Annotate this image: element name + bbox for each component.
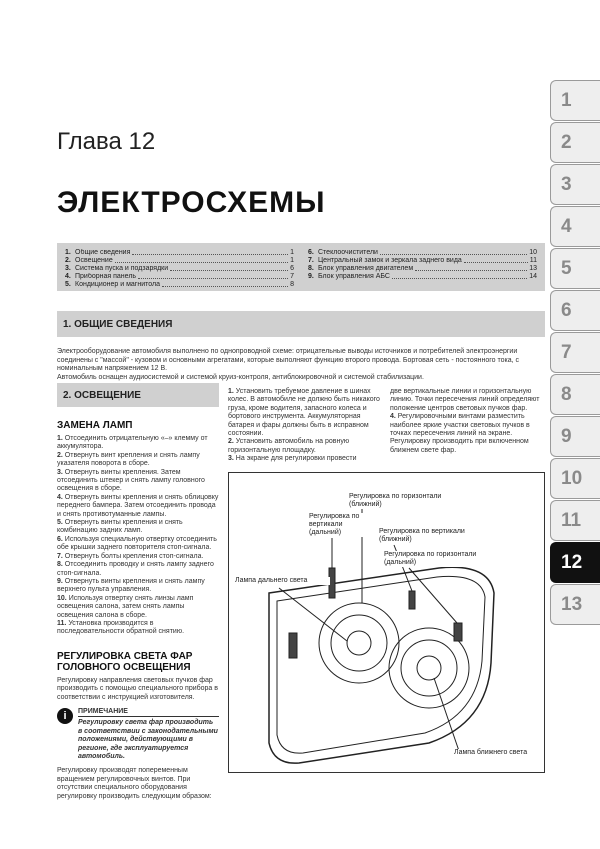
right-paragraph: две вертикальные линии и горизонтальную линию. Точки пересечения линий определяют положение центров световых пучков фар. [390,388,540,412]
chapter-tab-1[interactable]: 1 [550,80,600,121]
right-step-text: Регулировочными винтами разместить наиболее яркие участки световых пучков в точках пересечения линий на экране. Регулировку производить при включенном ближнем свете фар. [390,413,530,454]
toc-item-title: Блок управления двигателем [318,265,414,272]
low-beam-reflector-inner [401,640,457,696]
toc-item-page: 8 [290,281,294,288]
toc-item-number: 3. [65,265,71,272]
step-number: 3. [228,455,234,463]
toc-item-page: 1 [290,249,294,256]
step-number: 2. [57,451,63,459]
chapter-tab-10[interactable]: 10 [550,458,600,499]
chapter-tabs [550,80,600,626]
step-number: 9. [57,577,63,585]
toc-item[interactable] [65,265,294,273]
headlight-figure [228,472,545,773]
toc-item[interactable] [308,265,537,273]
label-low-beam: Лампа ближнего света [454,749,544,757]
toc-item-title: Блок управления АБС [318,273,390,280]
label-horizontal-far: Регулировка по горизонтали (дальний) [384,551,509,567]
step-number: 3. [57,468,63,476]
step-item [228,438,380,455]
section-2-title: 2. ОСВЕЩЕНИЕ [63,389,141,401]
step-text: Используя отвертку снять линзы ламп освещения салона, затем снять лампы освещения салона в сборе. [57,594,194,619]
step-text: Установить требуемое давление в шинах колес. В автомобиле не должно быть никакого груза, кроме водителя, запасного колеса и бортового инструмента. Аккумуляторная батарея и фары должны быть в исправном состоянии. [228,388,380,438]
step-text: Установка производится в последовательности обратной снятию. [57,619,185,636]
toc-item[interactable] [308,273,537,281]
step-number: 11. [57,619,67,627]
step-item [57,494,219,519]
toc-dots [392,273,527,279]
info-icon: i [57,708,73,724]
toc-dots [380,249,527,255]
lamps-steps-list [57,435,219,637]
high-beam-reflector-inner [331,615,387,671]
step-item [57,519,219,536]
toc-item-title: Система пуска и подзарядки [75,265,169,272]
chapter-tab-13[interactable]: 13 [550,584,600,625]
toc-item-page: 6 [290,265,294,272]
toc-right-column [308,249,537,285]
toc-dots [415,265,527,271]
step-text: Отвернуть винт крепления и снять лампу указателя поворота в сборе. [57,451,200,468]
toc-dots [138,273,288,279]
chapter-tab-4[interactable]: 4 [550,206,600,247]
chapter-tab-2[interactable]: 2 [550,122,600,163]
toc-dots [170,265,288,271]
toc-item[interactable] [308,249,537,257]
step-text: Отвернуть болты крепления стоп-сигнала. [64,552,204,560]
toc-item-page: 1 [290,257,294,264]
toc-dots [464,257,528,263]
toc-item-number: 7. [308,257,314,264]
toc-item-title: Приборная панель [75,273,137,280]
toc-item[interactable] [65,281,294,289]
step-text: Отвернуть винты крепления и снять облицовку переднего бампера. Затем отсоединить провода и снять противотуманные лампы. [57,493,219,518]
step-number: 4. [57,493,63,501]
step-text: Отсоединить проводку и снять лампу заднего стоп-сигнала. [57,561,214,577]
toc-item-title: Центральный замок и зеркала заднего вида [318,257,462,264]
middle-column [228,388,380,464]
step-text: Отвернуть винты крепления и снять лампу верхнего пульта управления. [57,577,205,594]
toc-item-number: 9. [308,273,314,280]
toc-item-page: 13 [529,265,537,272]
section-2-header [57,383,219,407]
step-number: 8. [57,561,63,569]
toc-dots [115,257,288,263]
step-text: Отвернуть винты крепления и снять комбинацию задних ламп. [57,519,183,535]
chapter-tab-12[interactable]: 12 [550,542,600,583]
horizontal-near-screw [454,623,462,641]
toc-item[interactable] [65,273,294,281]
headlight-drawing [229,473,546,774]
step-item [57,553,219,561]
low-beam-bulb [417,656,441,680]
right-column [390,388,545,455]
toc-item-title: Общие сведения [75,249,131,256]
step-text: Отсоединить отрицательную «–» клемму от аккумулятора. [57,435,208,451]
toc-item-page: 14 [529,273,537,280]
section-1-header [57,311,545,337]
table-of-contents [57,243,545,291]
note-label: ПРИМЕЧАНИЕ [78,708,219,717]
step-item [57,452,219,469]
chapter-tab-11[interactable]: 11 [550,500,600,541]
adjust-paragraph: Регулировку производят попеременным вращением регулировочных винтов. При отсутствии специального оборудования регулировку производить следующим образом: [57,767,212,800]
step-number: 1. [228,388,234,395]
label-high-beam: Лампа дальнего света [235,577,330,585]
chapter-number: Глава 12 [57,128,156,155]
housing-inner [277,576,485,753]
chapter-tab-9[interactable]: 9 [550,416,600,457]
step-item [57,620,219,637]
toc-item-page: 7 [290,273,294,280]
high-beam-bulb [347,631,371,655]
toc-item[interactable] [308,257,537,265]
right-step-number: 4. [390,413,396,421]
toc-item-number: 4. [65,273,71,280]
toc-item-page: 11 [529,257,537,264]
right-step [390,413,545,455]
toc-item-page: 10 [529,249,537,256]
toc-item-title: Стеклоочистители [318,249,378,256]
toc-item-number: 2. [65,257,71,264]
chapter-tab-8[interactable]: 8 [550,374,600,415]
step-item [228,388,380,438]
section-1-paragraph: Автомобиль оснащен аудиосистемой и системой круиз-контроля, антиблокировочной и системой стабилизации. [57,373,424,381]
label-vertical-near: Регулировка по вертикали (ближний) [379,528,494,544]
chapter-tab-7[interactable]: 7 [550,332,600,373]
label-horizontal-near: Регулировка по горизонтали (ближний) [349,493,467,509]
label-vertical-far: Регулировка по вертикали (дальний) [309,513,363,537]
step-number: 5. [57,519,63,527]
toc-left-column [65,249,294,288]
toc-item-number: 5. [65,281,71,288]
adjust-subtitle: РЕГУЛИРОВКА СВЕТА ФАР ГОЛОВНОГО ОСВЕЩЕНИЯ [57,650,193,673]
step-text: Используя специальную отвертку отсоединить обе крышки заднего повторителя стоп-сигнала. [57,535,217,552]
toc-dots [132,249,288,255]
toc-item[interactable] [65,257,294,265]
section-1-title: 1. ОБЩИЕ СВЕДЕНИЯ [63,318,173,330]
toc-item-number: 1. [65,249,71,256]
chapter-tab-5[interactable]: 5 [550,248,600,289]
horizontal-far-screw [289,633,297,658]
adjust-paragraph: Регулировку направления световых пучков фар производить с помощью специального прибора в соответствии с инструкцией изготовителя. [57,676,218,701]
note-block [57,708,219,761]
note-text: Регулировку света фар производить в соответствии с законодательными положениями, действующими в регионе, где эксплуатируется автомобиль. [78,719,218,760]
step-item [57,469,219,494]
step-text: На экране для регулировки провести [235,455,357,463]
step-text: Отвернуть винты крепления. Затем отсоединить штекер и снять лампу головного освещения в сборе. [57,468,205,493]
toc-item-title: Освещение [75,257,113,264]
chapter-tab-6[interactable]: 6 [550,290,600,331]
step-item [57,536,219,553]
left-column [57,418,219,801]
step-item [57,578,219,595]
step-number: 10. [57,594,67,602]
toc-item-number: 6. [308,249,314,256]
toc-item-number: 8. [308,265,314,272]
toc-item-title: Кондиционер и магнитола [75,281,160,288]
page-title: ЭЛЕКТРОСХЕМЫ [57,186,326,219]
vertical-near-screw [409,591,415,609]
chapter-tab-3[interactable]: 3 [550,164,600,205]
step-number: 2. [228,438,234,446]
step-item [228,455,380,463]
step-number: 1. [57,435,63,442]
step-number: 6. [57,535,63,543]
step-number: 7. [57,552,63,560]
step-item [57,435,219,452]
section-1-body [57,348,545,382]
step-item [57,595,219,620]
section-1-paragraph: Электрооборудование автомобиля выполнено по однопроводной схеме: отрицательные выводы источников и потребителей электроэнергии соединены с "массой" - кузовом и основными агрегатами, которые выполняют функцию второго провода. Бортовая сеть - постоянного тока, с номинальным напряжением 12 В. [57,348,519,373]
toc-item[interactable] [65,249,294,257]
toc-dots [162,281,288,287]
lamps-subtitle: ЗАМЕНА ЛАМП [57,420,133,431]
step-text: Установить автомобиль на ровную горизонтальную площадку. [228,438,350,454]
step-item [57,561,219,578]
